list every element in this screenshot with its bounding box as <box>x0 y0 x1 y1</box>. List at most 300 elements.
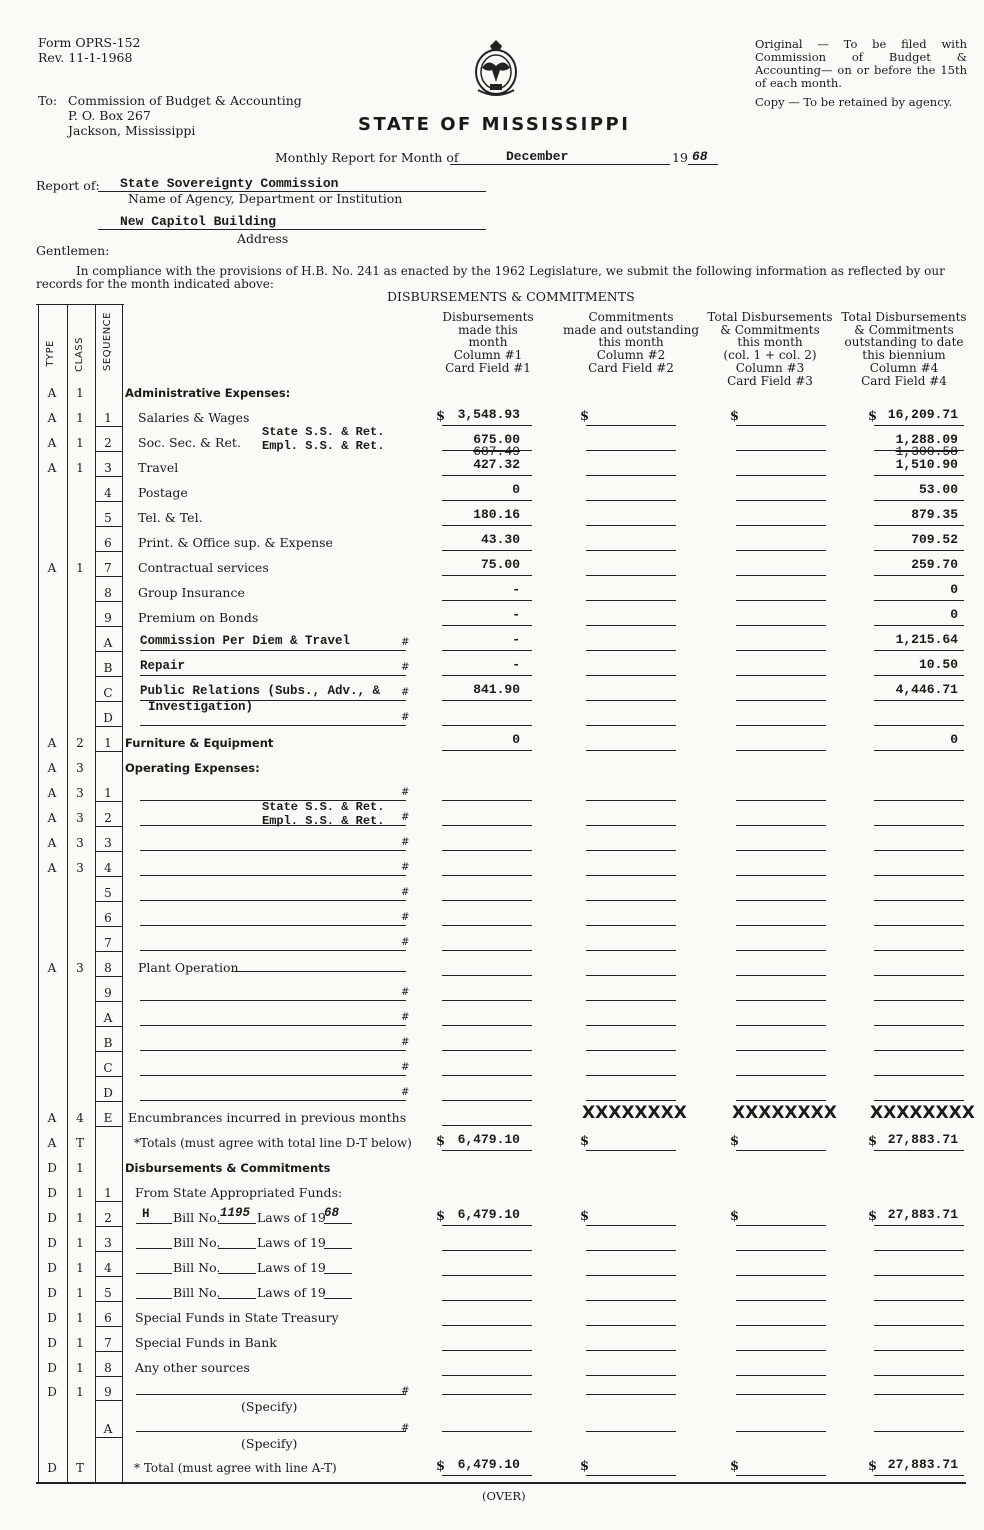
column-4-fill-line <box>874 1075 964 1076</box>
row-type: D <box>47 1211 57 1225</box>
column-3-fill-line <box>736 1275 826 1276</box>
dollar-sign: $ <box>730 1209 740 1224</box>
column-4-value: 1,215.64 <box>895 632 958 647</box>
column-2-fill-line <box>586 1350 676 1351</box>
column-4-value: 27,883.71 <box>887 1207 958 1222</box>
agency-name: State Sovereignty Commission <box>120 176 339 191</box>
row-sequence: A <box>103 636 113 650</box>
row-label: Postage <box>138 485 188 500</box>
column-1-value: - <box>512 632 520 647</box>
row-label: Disbursements & Commitments <box>125 1161 331 1175</box>
row-sequence: 4 <box>104 1261 112 1275</box>
row-label: Soc. Sec. & Ret. <box>138 435 241 450</box>
fill-line <box>96 1001 122 1002</box>
fill-line <box>96 826 122 827</box>
column-3-fill-line <box>736 1100 826 1101</box>
column-3-header-line: Total Disbursements <box>707 310 833 324</box>
year-prefix: 19 <box>672 150 688 165</box>
class-header: CLASS <box>74 337 85 372</box>
column-2-fill-line <box>586 1375 676 1376</box>
row-sequence: 1 <box>104 786 112 800</box>
fill-line <box>96 626 122 627</box>
laws-text: Laws of 19 <box>257 1260 326 1275</box>
row-type: A <box>47 836 57 850</box>
column-4-value: 0 <box>950 582 958 597</box>
column-4-header-line: & Commitments <box>854 322 954 337</box>
row-type: A <box>47 411 57 425</box>
fill-line <box>96 701 122 702</box>
row-class: 1 <box>76 1311 84 1325</box>
row-sequence: 9 <box>104 1385 112 1399</box>
fill-line <box>140 850 406 851</box>
column-1-fill-line <box>442 1225 532 1226</box>
fill-line <box>96 1101 122 1102</box>
sequence-header: SEQUENCE <box>102 312 113 371</box>
row-sequence: 4 <box>104 861 112 875</box>
year-value: 68 <box>692 149 708 164</box>
column-3-fill-line <box>736 500 826 501</box>
column-2-fill-line <box>586 550 676 551</box>
row-sequence: B <box>103 1036 113 1050</box>
dollar-sign: $ <box>580 1209 590 1224</box>
hash-mark: # <box>401 1386 410 1397</box>
row-sequence: 7 <box>104 1336 112 1350</box>
dollar-sign: $ <box>868 409 878 424</box>
column-1-fill-line <box>442 1075 532 1076</box>
column-3-header-line: Column #3 <box>735 360 805 375</box>
column-2-fill-line <box>586 925 676 926</box>
column-3-fill-line <box>736 1250 826 1251</box>
column-1-fill-line <box>442 925 532 926</box>
row-sequence: A <box>103 1422 113 1436</box>
column-4-fill-line <box>874 875 964 876</box>
row-type: D <box>47 1236 57 1250</box>
to-line-2: P. O. Box 267 <box>68 108 151 123</box>
row-label: Group Insurance <box>138 585 245 600</box>
column-4-value-struck: 1,300.58 <box>895 444 958 459</box>
column-3-fill-line <box>736 1431 826 1432</box>
column-1-fill-line <box>442 500 532 501</box>
specify-caption: (Specify) <box>241 1399 298 1414</box>
fill-line <box>96 751 122 752</box>
row-sequence: 2 <box>104 811 112 825</box>
column-1-value: - <box>512 582 520 597</box>
column-1-value: 43.30 <box>480 532 520 547</box>
column-4-fill-line <box>874 575 964 576</box>
column-1-fill-line <box>442 1050 532 1051</box>
row-label: Repair <box>140 659 186 673</box>
column-1-fill-line <box>442 1100 532 1101</box>
row-sequence: 4 <box>104 486 112 500</box>
column-4-fill-line <box>874 600 964 601</box>
compliance-text-2: records for the month indicated above: <box>36 277 274 291</box>
column-2-fill-line <box>586 525 676 526</box>
row-class: 3 <box>76 761 84 775</box>
row-type: A <box>47 861 57 875</box>
column-4-value: 53.00 <box>918 482 958 497</box>
column-1-fill-line <box>442 600 532 601</box>
column-1-fill-line <box>442 1325 532 1326</box>
row-sequence: 2 <box>104 436 112 450</box>
column-1-header-line: made this <box>458 322 518 337</box>
column-1-fill-line <box>442 425 532 426</box>
row-type: A <box>47 386 57 400</box>
to-line-1: Commission of Budget & Accounting <box>68 93 302 108</box>
column-3-header-line: Card Field #3 <box>727 373 813 388</box>
row-sequence: 5 <box>104 511 112 525</box>
original-note: Original — To be filed with Commission of Budget & Accounting— on or before the 15th of each month. <box>755 37 967 90</box>
fill-line <box>96 576 122 577</box>
column-4-fill-line <box>874 1325 964 1326</box>
dollar-sign: $ <box>580 1459 590 1474</box>
column-4-header-line: Total Disbursements <box>841 310 967 324</box>
column-2-fill-line <box>586 1431 676 1432</box>
fill-line <box>324 1223 352 1224</box>
column-3-fill-line <box>736 1375 826 1376</box>
row-type: A <box>47 1111 57 1125</box>
form-revision: Rev. 11-1-1968 <box>38 50 133 65</box>
column-4-fill-line <box>874 650 964 651</box>
row-type: A <box>47 461 57 475</box>
hash-mark: # <box>401 662 410 673</box>
column-1-fill-line <box>442 1350 532 1351</box>
row-type: D <box>47 1186 57 1200</box>
fill-line <box>96 1351 122 1352</box>
column-3-fill-line <box>736 1075 826 1076</box>
column-2-fill-line <box>586 1050 676 1051</box>
xx-placeholder: XXXXXXXX <box>732 1103 837 1123</box>
fill-line <box>140 925 406 926</box>
column-2-fill-line <box>586 1325 676 1326</box>
fill-line <box>96 651 122 652</box>
agency-caption: Name of Agency, Department or Institution <box>128 191 403 206</box>
row-class: 1 <box>76 411 84 425</box>
type-header: TYPE <box>45 340 56 367</box>
column-1-value: 75.00 <box>480 557 520 572</box>
column-4-fill-line <box>874 500 964 501</box>
column-3-fill-line <box>736 1394 826 1395</box>
column-2-fill-line <box>586 1250 676 1251</box>
dollar-sign: $ <box>868 1209 878 1224</box>
column-4-value: 0 <box>950 607 958 622</box>
column-3-fill-line <box>736 900 826 901</box>
column-1-fill-line <box>442 575 532 576</box>
row-class: 3 <box>76 786 84 800</box>
state-ss-note: State S.S. & Ret. <box>262 425 385 439</box>
row-label: Premium on Bonds <box>138 610 259 625</box>
column-2-fill-line <box>586 1300 676 1301</box>
column-3-fill-line <box>736 875 826 876</box>
column-4-header-line: Column #4 <box>869 360 939 375</box>
column-4-value: 27,883.71 <box>887 1132 958 1147</box>
dollar-sign: $ <box>730 1459 740 1474</box>
column-1-fill-line <box>442 1431 532 1432</box>
column-3-fill-line <box>736 1025 826 1026</box>
column-4-fill-line <box>874 700 964 701</box>
fill-line <box>96 426 122 427</box>
row-label: Tel. & Tel. <box>138 510 203 525</box>
row-sequence: 3 <box>104 461 112 475</box>
column-1-fill-line <box>442 725 532 726</box>
column-4-fill-line <box>874 1250 964 1251</box>
row-class: 3 <box>76 836 84 850</box>
column-1-fill-line <box>442 650 532 651</box>
bill-number: 1195 <box>220 1206 251 1220</box>
column-4-fill-line <box>874 1350 964 1351</box>
column-1-value: 6,479.10 <box>457 1457 520 1472</box>
column-4-fill-line <box>874 800 964 801</box>
hash-mark: # <box>401 937 410 948</box>
row-class: 1 <box>76 436 84 450</box>
hash-mark: # <box>401 812 410 823</box>
column-2-fill-line <box>586 1075 676 1076</box>
column-3-fill-line <box>736 550 826 551</box>
specify-caption: (Specify) <box>241 1436 298 1451</box>
row-class: 1 <box>76 461 84 475</box>
fill-line <box>96 501 122 502</box>
column-1-fill-line <box>442 1275 532 1276</box>
row-sequence: 6 <box>104 1311 112 1325</box>
fill-line <box>140 875 406 876</box>
fill-line <box>140 950 406 951</box>
row-sequence: C <box>103 686 113 700</box>
column-2-fill-line <box>586 700 676 701</box>
column-4-fill-line <box>874 550 964 551</box>
hash-mark: # <box>401 787 410 798</box>
fill-line <box>136 1223 172 1224</box>
row-label: Contractual services <box>138 560 269 575</box>
fill-line <box>136 1248 172 1249</box>
fill-line <box>96 951 122 952</box>
fill-line <box>96 926 122 927</box>
row-type: D <box>47 1261 57 1275</box>
column-4-fill-line <box>874 1025 964 1026</box>
column-2-header-line: this month <box>598 335 664 350</box>
hash-mark: # <box>401 887 410 898</box>
column-1-fill-line <box>442 1250 532 1251</box>
column-2-fill-line <box>586 1394 676 1395</box>
fill-line <box>96 551 122 552</box>
row-label: Plant Operation <box>138 960 239 975</box>
column-2-fill-line <box>586 500 676 501</box>
fill-line <box>96 1051 122 1052</box>
column-4-fill-line <box>874 625 964 626</box>
hash-mark: # <box>401 637 410 648</box>
fill-line <box>140 675 406 676</box>
column-4-value: 4,446.71 <box>895 682 958 697</box>
dollar-sign: $ <box>730 1134 740 1149</box>
column-1-fill-line <box>442 750 532 751</box>
column-3-fill-line <box>736 1350 826 1351</box>
row-label: Commission Per Diem & Travel <box>140 634 351 648</box>
fill-line <box>96 801 122 802</box>
row-class: 1 <box>76 1361 84 1375</box>
column-1-fill-line <box>442 1375 532 1376</box>
hash-mark: # <box>401 837 410 848</box>
bill-text: Bill No. <box>173 1235 221 1250</box>
column-1-fill-line <box>442 1475 532 1476</box>
row-label: Public Relations (Subs., Adv., & <box>140 684 381 698</box>
column-1-value: 841.90 <box>473 682 520 697</box>
fill-line <box>96 1301 122 1302</box>
laws-text: Laws of 19 <box>257 1285 326 1300</box>
column-3-fill-line <box>736 525 826 526</box>
bill-text: Bill No. <box>173 1210 221 1225</box>
column-3-fill-line <box>736 450 826 451</box>
row-type: A <box>47 961 57 975</box>
column-3-fill-line <box>736 425 826 426</box>
column-2-fill-line <box>586 625 676 626</box>
row-label-2: Investigation) <box>148 700 254 714</box>
dollar-sign: $ <box>436 1134 446 1149</box>
column-3-fill-line <box>736 1300 826 1301</box>
fill-line <box>140 700 406 701</box>
fill-line <box>96 901 122 902</box>
row-label: Any other sources <box>135 1360 250 1375</box>
column-4-value: 10.50 <box>918 657 958 672</box>
column-1-fill-line <box>442 525 532 526</box>
column-1-fill-line <box>442 700 532 701</box>
column-3-fill-line <box>736 825 826 826</box>
row-sequence: 3 <box>104 1236 112 1250</box>
to-label: To: <box>38 93 58 108</box>
bill-year: 68 <box>324 1206 340 1220</box>
empl-ss-note: Empl. S.S. & Ret. <box>262 439 385 453</box>
dollar-sign: $ <box>730 409 740 424</box>
column-3-header-line: (col. 1 + col. 2) <box>723 348 817 363</box>
column-4-fill-line <box>874 825 964 826</box>
column-1-header-line: Card Field #1 <box>445 360 531 375</box>
fill-line <box>96 1251 122 1252</box>
column-4-fill-line <box>874 1375 964 1376</box>
month-label: Monthly Report for Month of <box>275 150 459 165</box>
column-2-fill-line <box>586 1025 676 1026</box>
row-label: Special Funds in Bank <box>135 1335 277 1350</box>
fill-line <box>96 976 122 977</box>
row-sequence: 9 <box>104 986 112 1000</box>
bill-text: Bill No. <box>173 1260 221 1275</box>
fill-line <box>96 1026 122 1027</box>
column-1-fill-line <box>442 1025 532 1026</box>
column-3-fill-line <box>736 950 826 951</box>
column-1-value: - <box>512 657 520 672</box>
row-label: Furniture & Equipment <box>125 736 274 750</box>
row-label: * Total (must agree with line A-T) <box>134 1461 337 1475</box>
fill-line <box>234 971 406 972</box>
row-sequence: 7 <box>104 936 112 950</box>
page-title: STATE OF MISSISSIPPI <box>358 114 631 135</box>
column-3-fill-line <box>736 475 826 476</box>
column-3-fill-line <box>736 625 826 626</box>
fill-line <box>96 851 122 852</box>
fill-line <box>96 1400 122 1401</box>
row-type: A <box>47 786 57 800</box>
fill-line <box>96 451 122 452</box>
row-sequence: 5 <box>104 1286 112 1300</box>
row-sequence: C <box>103 1061 113 1075</box>
row-class: 1 <box>76 1261 84 1275</box>
column-1-fill-line <box>442 850 532 851</box>
fill-line <box>442 1125 532 1126</box>
fill-line <box>218 1273 256 1274</box>
row-label: *Totals (must agree with total line D-T below) <box>134 1136 412 1150</box>
column-2-fill-line <box>586 1275 676 1276</box>
fill-line <box>136 1298 172 1299</box>
row-class: 1 <box>76 386 84 400</box>
column-1-fill-line <box>442 550 532 551</box>
bill-text: Bill No. <box>173 1285 221 1300</box>
column-1-fill-line <box>442 1300 532 1301</box>
row-sequence: 1 <box>104 736 112 750</box>
column-4-value: 1,510.90 <box>895 457 958 472</box>
column-1-value: 180.16 <box>473 507 520 522</box>
column-4-value: 27,883.71 <box>887 1457 958 1472</box>
row-label: Salaries & Wages <box>138 410 250 425</box>
column-2-fill-line <box>586 950 676 951</box>
row-sequence: 5 <box>104 886 112 900</box>
laws-text: Laws of 19 <box>257 1210 326 1225</box>
hash-mark: # <box>401 862 410 873</box>
row-class: 1 <box>76 1336 84 1350</box>
column-4-fill-line <box>874 900 964 901</box>
column-1-fill-line <box>442 1394 532 1395</box>
column-3-header-line: this month <box>737 335 803 350</box>
row-label: Administrative Expenses: <box>125 386 291 400</box>
column-3-fill-line <box>736 600 826 601</box>
fill-line <box>140 1075 406 1076</box>
row-sequence: 1 <box>104 1186 112 1200</box>
row-type: A <box>47 436 57 450</box>
row-label: Print. & Office sup. & Expense <box>138 535 333 550</box>
column-2-fill-line <box>586 875 676 876</box>
column-1-fill-line <box>442 950 532 951</box>
fill-line <box>96 1437 122 1438</box>
column-3-fill-line <box>736 925 826 926</box>
row-class: 3 <box>76 861 84 875</box>
dollar-sign: $ <box>436 409 446 424</box>
row-type: D <box>47 1336 57 1350</box>
row-class: 1 <box>76 1385 84 1399</box>
column-2-fill-line <box>586 725 676 726</box>
compliance-text: In compliance with the provisions of H.B. No. 241 as enacted by the 1962 Legislature, we submit the following information as reflected by our <box>76 264 945 278</box>
row-type: D <box>47 1311 57 1325</box>
column-4-fill-line <box>874 1100 964 1101</box>
column-4-fill-line <box>874 850 964 851</box>
hash-mark: # <box>401 712 410 723</box>
xx-placeholder: XXXXXXXX <box>582 1103 687 1123</box>
column-3-fill-line <box>736 575 826 576</box>
fill-line <box>140 725 406 726</box>
column-4-value: 16,209.71 <box>887 407 958 422</box>
row-class: 4 <box>76 1111 84 1125</box>
row-sequence: 7 <box>104 561 112 575</box>
column-4-fill-line <box>874 1475 964 1476</box>
fill-line <box>140 1050 406 1051</box>
column-3-fill-line <box>736 1325 826 1326</box>
fill-line <box>96 1201 122 1202</box>
fill-line <box>96 526 122 527</box>
column-4-fill-line <box>874 1300 964 1301</box>
column-2-header-line: Commitments <box>588 310 674 324</box>
hash-mark: # <box>401 987 410 998</box>
fill-line <box>136 1431 406 1432</box>
row-sequence: 2 <box>104 1211 112 1225</box>
column-3-fill-line <box>736 700 826 701</box>
dollar-sign: $ <box>868 1134 878 1149</box>
to-line-3: Jackson, Mississippi <box>68 123 196 138</box>
column-2-fill-line <box>586 675 676 676</box>
fill-line <box>96 1326 122 1327</box>
